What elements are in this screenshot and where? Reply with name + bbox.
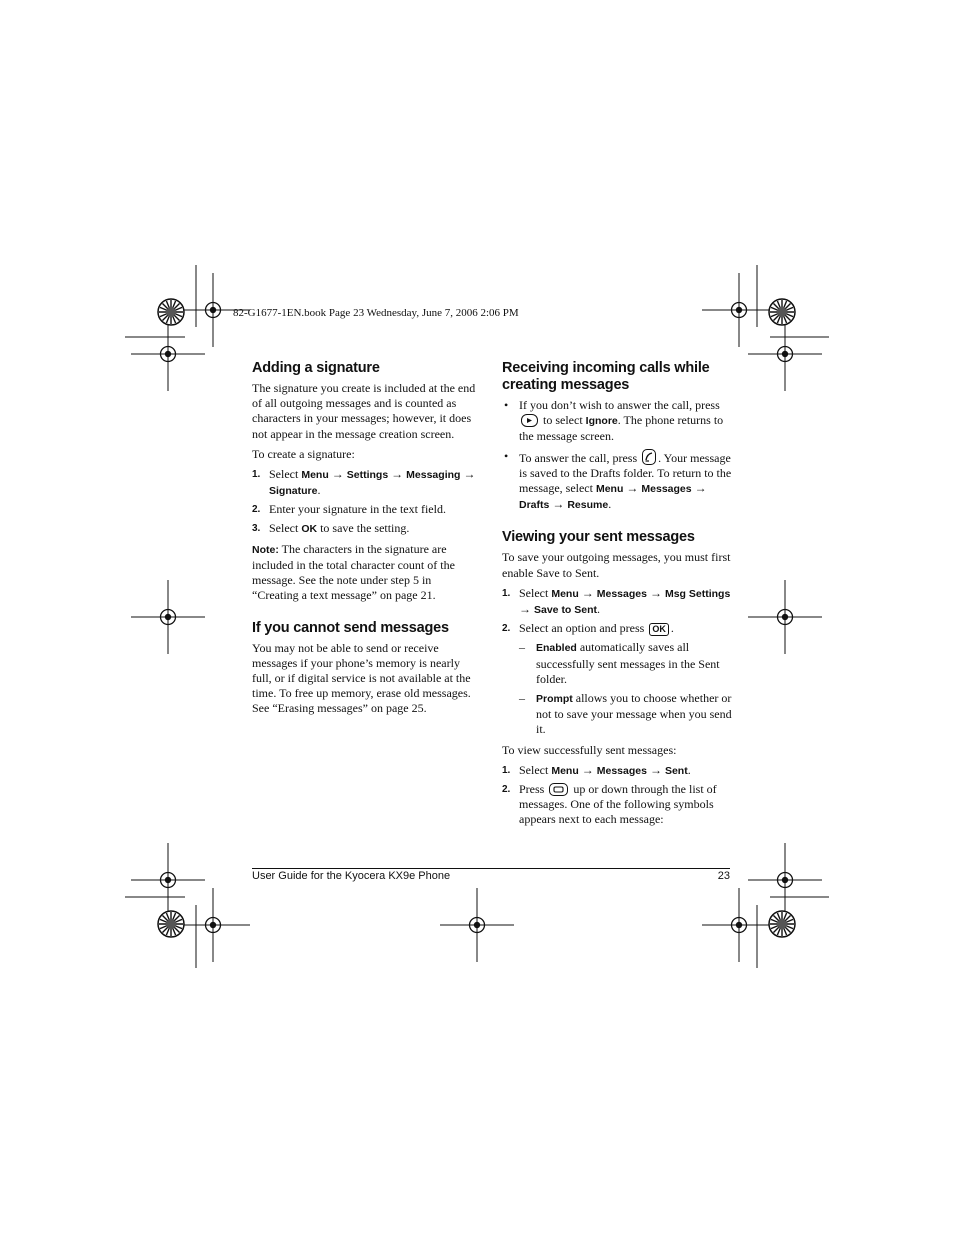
- heading-viewing-sent: Viewing your sent messages: [502, 529, 695, 546]
- left-column: [252, 360, 480, 722]
- option-prompt: – Prompt allows you to choose whether or not to save your message when you send it.: [519, 691, 732, 737]
- ignore-key-icon: [521, 414, 538, 427]
- save-options: [519, 640, 732, 737]
- viewing-intro: To save your outgoing messages, you must first enable Save to Sent.: [502, 550, 731, 580]
- signature-note: Note: The characters in the signature are included in the total character count of the message. See the note under step 5 in “Creating a text message” on page 21.: [252, 541, 455, 603]
- right-column: [502, 360, 732, 833]
- view-sent-lead: To view successfully sent messages:: [502, 742, 677, 757]
- send-key-icon: [642, 449, 656, 465]
- view-step-2: 2. Press up or down through the list of messages. One of the following symbols appears next to each message:: [502, 782, 717, 827]
- signature-intro: The signature you create is included at the end of all outgoing messages and is counted as characters in your messages; however, it does not appear in the message creation screen.: [252, 381, 476, 441]
- page-footer: [252, 868, 730, 882]
- view-sent-steps: [502, 763, 732, 828]
- receiving-bullet-ignore: • If you don’t wish to answer the call, press to select Ignore. The phone returns to the message screen.: [504, 398, 724, 444]
- ok-key-icon: OK: [649, 623, 669, 636]
- heading-adding-signature: Adding a signature: [252, 360, 380, 376]
- heading-cannot-send: If you cannot send messages: [252, 619, 449, 636]
- view-step-1: 1. Select Menu → Messages → Sent.: [502, 762, 691, 777]
- option-enabled: – Enabled automatically saves all successfully sent messages in the Sent folder.: [519, 640, 720, 686]
- receiving-bullet-answer: • To answer the call, press . Your message is saved to the Drafts folder. To return to the message, select Menu → Messages → Drafts → Resume.: [504, 448, 732, 512]
- signature-step-2: 2. Enter your signature in the text field.: [252, 502, 446, 517]
- print-slug: 82-G1677-1EN.book Page 23 Wednesday, June 7, 2006 2:06 PM: [233, 307, 519, 319]
- save-to-sent-steps: [502, 586, 732, 738]
- signature-step-1: 1. Select Menu → Settings → Messaging → Signature.: [252, 467, 476, 498]
- save-step-1: 1. Select Menu → Messages → Msg Settings → Save to Sent.: [502, 585, 731, 617]
- heading-receiving-calls: Receiving incoming calls while creating messages: [502, 360, 710, 393]
- cannot-send-text: You may not be able to send or receive messages if your phone’s memory is nearly full, or if digital service is not available at the time. To free up memory, erase old messages. See “Erasing messages” on page 25.: [252, 640, 471, 716]
- signature-step-3: 3. Select OK to save the setting.: [252, 520, 410, 535]
- signature-lead: To create a signature:: [252, 446, 355, 461]
- receiving-bullets: [502, 398, 732, 513]
- navigation-key-icon: [549, 783, 568, 796]
- save-step-2: 2. Select an option and press OK . – Enabled automatically saves all successfully sent messages in the Sent folder. – Prompt allows you to choose whether or not to save your message when you send it.: [502, 621, 732, 737]
- signature-steps: [252, 467, 480, 537]
- page-number: 23: [717, 870, 730, 882]
- footer-title: User Guide for the Kyocera KX9e Phone: [252, 870, 451, 882]
